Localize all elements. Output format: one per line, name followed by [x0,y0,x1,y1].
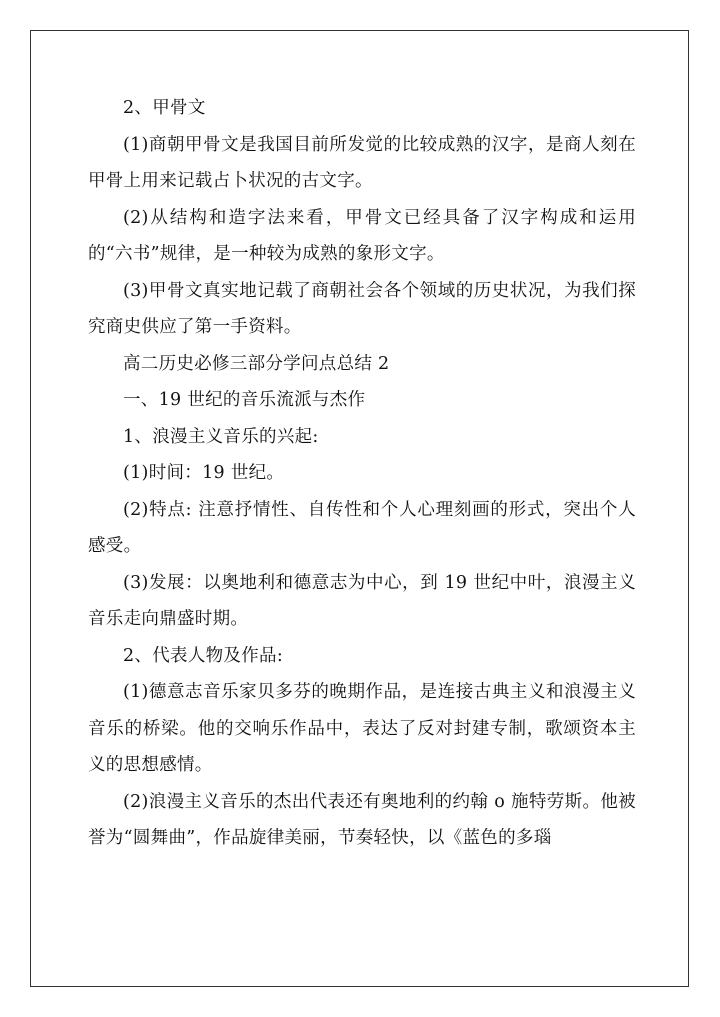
subsection-heading: 2、代表人物及作品: [123,645,284,666]
paragraph: (3)甲骨文真实地记载了商朝社会各个领域的历史状况，为我们探究商史供应了第一手资料。 [88,280,636,337]
paragraph: (1)时间：19 世纪。 [123,463,285,483]
paragraph: (1)德意志音乐家贝多芬的晚期作品，是连接古典主义和浪漫主义音乐的桥梁。他的交响乐作品中，表达了反对封建专制，歌颂资本主义的思想感情。 [88,682,636,775]
paragraph: (3)发展：以奥地利和德意志为中心，到 19 世纪中叶，浪漫主义音乐走向鼎盛时期。 [88,572,636,629]
paragraph: (2)从结构和造字法来看，甲骨文已经具备了汉字构成和运用的“六书”规律，是一种较为成熟的象形文字。 [88,207,636,264]
section-heading-oracle-bone: 2、甲骨文 [123,98,206,118]
paragraph: (2)浪漫主义音乐的杰出代表还有奥地利的约翰 o 施特劳斯。他被誉为“圆舞曲”，作品旋律美丽，节奏轻快，以《蓝色的多瑙 [88,791,636,848]
paragraph: (2)特点: 注意抒情性、自传性和个人心理刻画的形式，突出个人感受。 [88,499,636,556]
paragraph: (1)商朝甲骨文是我国目前所发觉的比较成熟的汉字，是商人刻在甲骨上用来记载占卜状况的古文字。 [88,134,636,191]
document-body [88,90,636,857]
subsection-heading: 1、浪漫主义音乐的兴起: [123,426,319,447]
section-heading-music: 一、19 世纪的音乐流派与杰作 [123,390,366,410]
document-title: 高二历史必修三部分学问点总结 2 [123,353,390,374]
